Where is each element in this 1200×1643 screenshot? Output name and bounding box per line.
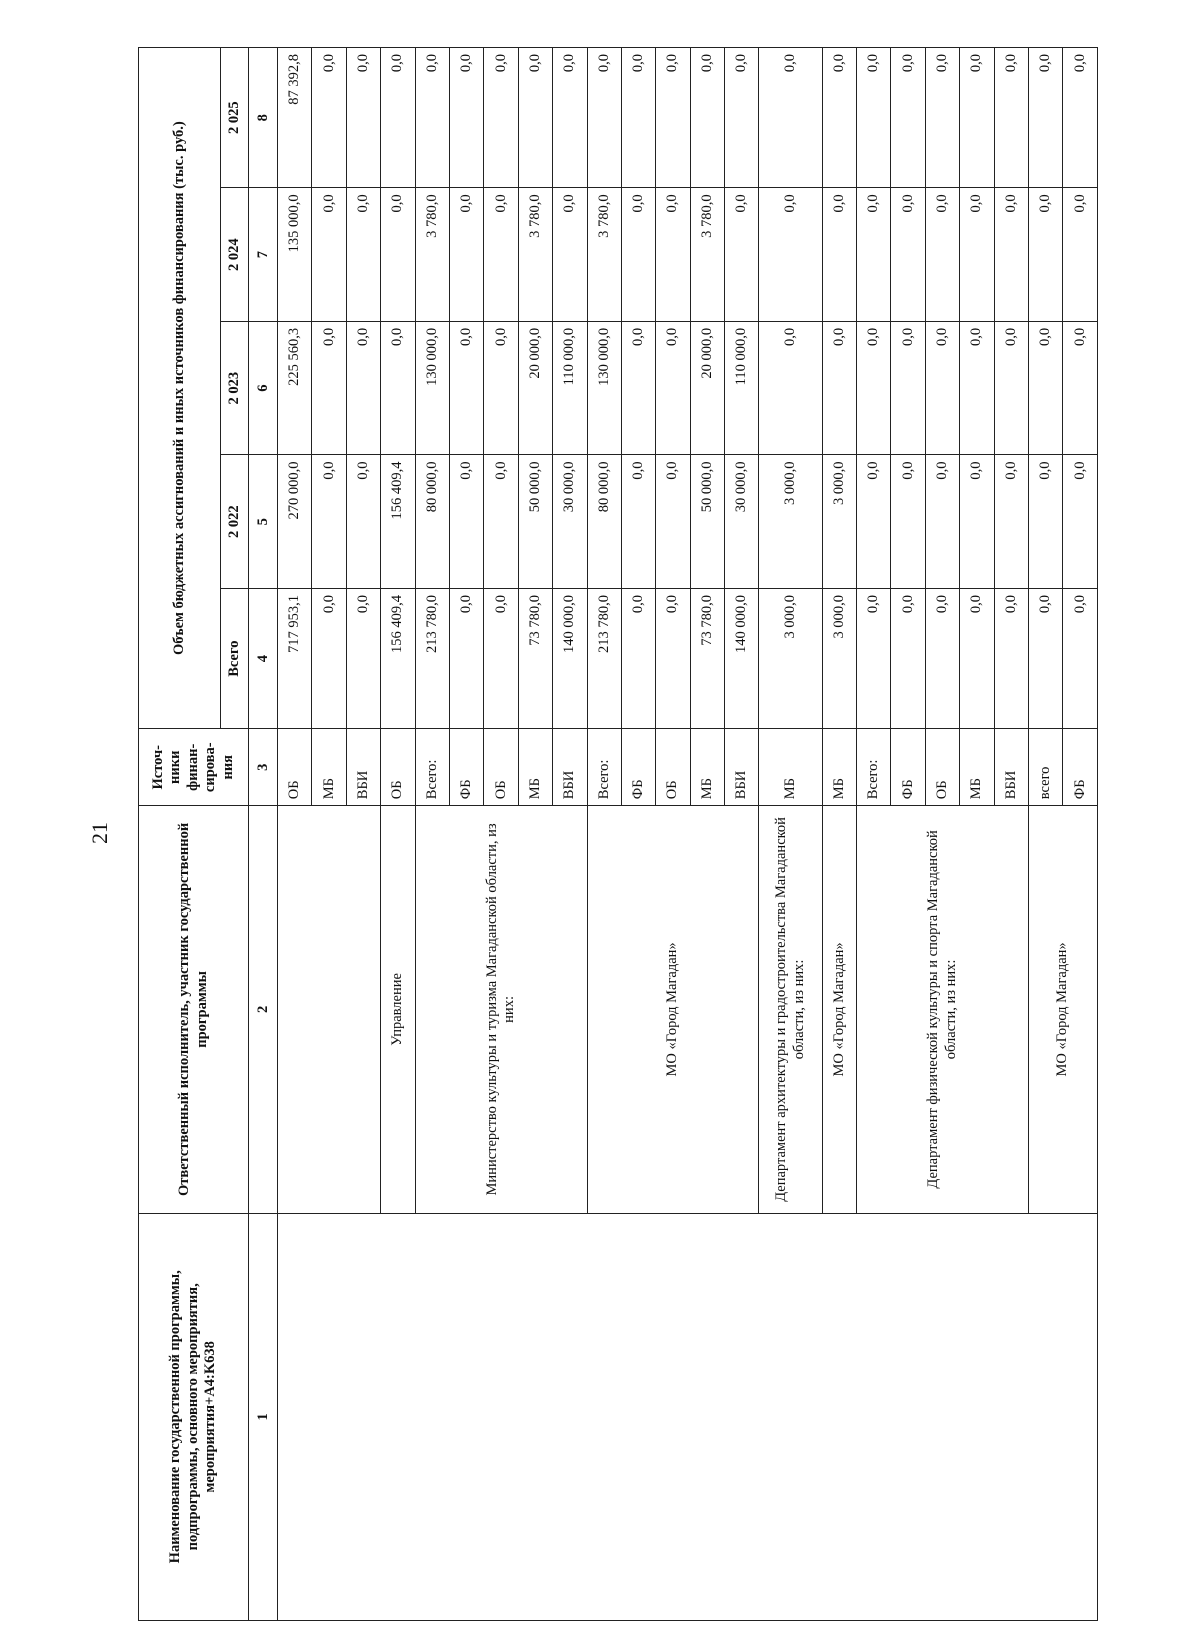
header-year-2024: 2 024 [221, 188, 249, 322]
source-cell: ФБ [449, 729, 483, 806]
value-2022: 0,0 [1063, 455, 1098, 589]
executor-upravlenie: Управление [381, 806, 415, 1213]
value-2023: 20 000,0 [690, 321, 724, 455]
value-2022: 0,0 [925, 455, 959, 589]
value-total: 73 780,0 [690, 588, 724, 728]
value-2022: 0,0 [857, 455, 891, 589]
value-2023: 110 000,0 [553, 321, 587, 455]
executor-dept-sport: Департамент физической культуры и спорта Магаданской области, из них: [857, 806, 1029, 1213]
value-2022: 80 000,0 [587, 455, 621, 589]
value-2023: 0,0 [857, 321, 891, 455]
value-total: 73 780,0 [518, 588, 552, 728]
value-2022: 30 000,0 [725, 455, 759, 589]
value-total: 140 000,0 [725, 588, 759, 728]
budget-table-sheet [138, 47, 1098, 1621]
source-cell: ВБИ [725, 729, 759, 806]
value-2024: 3 780,0 [415, 188, 449, 322]
value-2025: 0,0 [759, 48, 822, 188]
executor-ministry-culture: Министерство культуры и туризма Магаданской области, из них: [415, 806, 587, 1213]
value-2022: 0,0 [312, 455, 346, 589]
column-number: 5 [249, 455, 278, 589]
value-2025: 0,0 [381, 48, 415, 188]
value-2024: 3 780,0 [690, 188, 724, 322]
value-2024: 0,0 [346, 188, 380, 322]
source-cell: ОБ [484, 729, 518, 806]
header-year-2023: 2 023 [221, 321, 249, 455]
value-total: 213 780,0 [587, 588, 621, 728]
value-2022: 80 000,0 [415, 455, 449, 589]
value-total: 0,0 [312, 588, 346, 728]
value-2025: 0,0 [1063, 48, 1098, 188]
value-2023: 225 560,3 [278, 321, 312, 455]
value-2023: 0,0 [1029, 321, 1063, 455]
value-2022: 0,0 [449, 455, 483, 589]
value-2023: 0,0 [994, 321, 1028, 455]
value-2022: 0,0 [994, 455, 1028, 589]
value-2022: 30 000,0 [553, 455, 587, 589]
value-2024: 0,0 [994, 188, 1028, 322]
value-2024: 3 780,0 [587, 188, 621, 322]
value-2024: 0,0 [656, 188, 690, 322]
value-2023: 0,0 [312, 321, 346, 455]
value-2023: 0,0 [891, 321, 925, 455]
column-number: 1 [249, 1213, 278, 1620]
source-cell: МБ [759, 729, 822, 806]
value-total: 156 409,4 [381, 588, 415, 728]
header-year-2025: 2 025 [221, 48, 249, 188]
value-2024: 0,0 [960, 188, 994, 322]
page-number: 21 [87, 822, 112, 844]
value-2025: 0,0 [518, 48, 552, 188]
value-2025: 87 392,8 [278, 48, 312, 188]
source-cell: ОБ [278, 729, 312, 806]
value-total: 0,0 [621, 588, 655, 728]
value-2024: 0,0 [1063, 188, 1098, 322]
value-2024: 0,0 [621, 188, 655, 322]
value-2023: 0,0 [484, 321, 518, 455]
value-2024: 0,0 [725, 188, 759, 322]
value-2025: 0,0 [553, 48, 587, 188]
header-year-2022: 2 022 [221, 455, 249, 589]
value-total: 140 000,0 [553, 588, 587, 728]
value-2025: 0,0 [891, 48, 925, 188]
program-name-cell [278, 1213, 1098, 1620]
executor-cell-unnamed [278, 806, 381, 1213]
value-2025: 0,0 [312, 48, 346, 188]
value-2022: 156 409,4 [381, 455, 415, 589]
value-2025: 0,0 [621, 48, 655, 188]
source-cell: Всего: [587, 729, 621, 806]
source-cell: ВБИ [994, 729, 1028, 806]
value-2022: 0,0 [960, 455, 994, 589]
column-number: 4 [249, 588, 278, 728]
executor-mo-magadan-3: МО «Город Магадан» [1029, 806, 1098, 1213]
value-2024: 0,0 [759, 188, 822, 322]
value-total: 0,0 [484, 588, 518, 728]
value-2023: 110 000,0 [725, 321, 759, 455]
column-number: 7 [249, 188, 278, 322]
value-2022: 270 000,0 [278, 455, 312, 589]
value-total: 0,0 [1029, 588, 1063, 728]
value-2024: 0,0 [484, 188, 518, 322]
source-cell: ФБ [891, 729, 925, 806]
value-2022: 0,0 [346, 455, 380, 589]
column-number: 2 [249, 806, 278, 1213]
header-funding-source: Источ-ники финан-сирова-ния [139, 729, 249, 806]
value-total: 0,0 [1063, 588, 1098, 728]
value-2025: 0,0 [484, 48, 518, 188]
value-2025: 0,0 [960, 48, 994, 188]
value-2022: 50 000,0 [690, 455, 724, 589]
value-2025: 0,0 [857, 48, 891, 188]
value-2022: 0,0 [656, 455, 690, 589]
value-2024: 135 000,0 [278, 188, 312, 322]
value-2023: 0,0 [822, 321, 856, 455]
source-cell: Всего: [415, 729, 449, 806]
value-2025: 0,0 [346, 48, 380, 188]
header-program-name: Наименование государственной программы, подпрограммы, основного мероприятия, мероприятия+A4:K638 [139, 1213, 249, 1620]
value-2023: 20 000,0 [518, 321, 552, 455]
value-2022: 0,0 [891, 455, 925, 589]
value-2023: 130 000,0 [587, 321, 621, 455]
header-total: Всего [221, 588, 249, 728]
source-cell: ФБ [621, 729, 655, 806]
value-2023: 0,0 [381, 321, 415, 455]
value-2025: 0,0 [656, 48, 690, 188]
source-cell: ОБ [925, 729, 959, 806]
executor-dept-architecture: Департамент архитектуры и градостроительства Магаданской области, из них: [759, 806, 822, 1213]
source-cell: ОБ [656, 729, 690, 806]
value-total: 0,0 [449, 588, 483, 728]
value-total: 0,0 [925, 588, 959, 728]
value-total: 0,0 [960, 588, 994, 728]
value-2023: 130 000,0 [415, 321, 449, 455]
value-2023: 0,0 [759, 321, 822, 455]
value-2023: 0,0 [621, 321, 655, 455]
value-2023: 0,0 [346, 321, 380, 455]
value-2024: 0,0 [449, 188, 483, 322]
value-2022: 50 000,0 [518, 455, 552, 589]
value-total: 0,0 [994, 588, 1028, 728]
value-2023: 0,0 [656, 321, 690, 455]
value-2024: 0,0 [312, 188, 346, 322]
value-2025: 0,0 [1029, 48, 1063, 188]
value-total: 0,0 [857, 588, 891, 728]
executor-mo-magadan-2: МО «Город Магадан» [822, 806, 856, 1213]
value-2022: 0,0 [621, 455, 655, 589]
value-2023: 0,0 [960, 321, 994, 455]
value-2025: 0,0 [690, 48, 724, 188]
executor-mo-magadan-1: МО «Город Магадан» [587, 806, 759, 1213]
source-cell: Всего: [857, 729, 891, 806]
value-2024: 0,0 [925, 188, 959, 322]
value-2025: 0,0 [994, 48, 1028, 188]
table-row [278, 48, 312, 1621]
value-2025: 0,0 [415, 48, 449, 188]
value-2022: 3 000,0 [759, 455, 822, 589]
value-2024: 0,0 [822, 188, 856, 322]
value-total: 0,0 [346, 588, 380, 728]
value-2024: 0,0 [553, 188, 587, 322]
value-2023: 0,0 [449, 321, 483, 455]
column-number: 3 [249, 729, 278, 806]
source-cell: МБ [960, 729, 994, 806]
source-cell: ФБ [1063, 729, 1098, 806]
value-2024: 0,0 [1029, 188, 1063, 322]
value-2024: 0,0 [381, 188, 415, 322]
source-cell: всего [1029, 729, 1063, 806]
value-2025: 0,0 [725, 48, 759, 188]
value-2024: 0,0 [857, 188, 891, 322]
source-cell: ВБИ [346, 729, 380, 806]
value-2022: 0,0 [484, 455, 518, 589]
value-total: 213 780,0 [415, 588, 449, 728]
column-number: 6 [249, 321, 278, 455]
value-2025: 0,0 [449, 48, 483, 188]
source-cell: МБ [518, 729, 552, 806]
value-2022: 0,0 [1029, 455, 1063, 589]
source-cell: ОБ [381, 729, 415, 806]
source-cell: МБ [312, 729, 346, 806]
value-2025: 0,0 [822, 48, 856, 188]
header-executor: Ответственный исполнитель, участник государственной программы [139, 806, 249, 1213]
value-total: 3 000,0 [822, 588, 856, 728]
value-2023: 0,0 [1063, 321, 1098, 455]
value-2022: 3 000,0 [822, 455, 856, 589]
value-total: 717 953,1 [278, 588, 312, 728]
value-2025: 0,0 [587, 48, 621, 188]
value-2024: 0,0 [891, 188, 925, 322]
value-2025: 0,0 [925, 48, 959, 188]
header-budget-group: Объем бюджетных ассигнований и иных источников финансирования (тыс. руб.) [139, 48, 221, 729]
value-2023: 0,0 [925, 321, 959, 455]
budget-table [138, 47, 1098, 1621]
value-total: 3 000,0 [759, 588, 822, 728]
source-cell: ВБИ [553, 729, 587, 806]
value-2024: 3 780,0 [518, 188, 552, 322]
value-total: 0,0 [891, 588, 925, 728]
column-number: 8 [249, 48, 278, 188]
source-cell: МБ [690, 729, 724, 806]
value-total: 0,0 [656, 588, 690, 728]
source-cell: МБ [822, 729, 856, 806]
